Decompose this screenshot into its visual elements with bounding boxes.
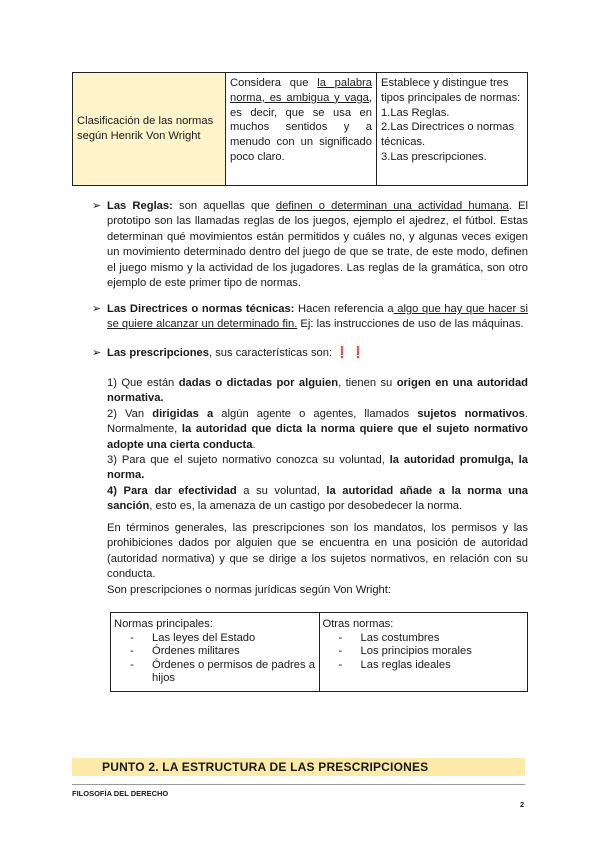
characteristic-3: 3) Para que el sujeto normativo conozca su voluntad, la autoridad promulga, la norma.	[107, 454, 528, 482]
general-paragraph	[107, 521, 528, 598]
arrow-bullet-icon: ➢	[92, 200, 102, 212]
list-item: - Las costumbres	[339, 632, 525, 646]
footer-label: FILOSOFÍA DEL DERECHO	[72, 789, 169, 798]
footer-divider	[72, 784, 525, 785]
other-norms-cell	[319, 613, 528, 692]
section-heading	[72, 758, 525, 776]
norm-types-cell	[377, 73, 528, 186]
list-item: - Órdenes o permisos de padres a hijos	[130, 659, 316, 686]
classification-label: Clasificación de las normas según Henrik Von Wright	[73, 73, 226, 186]
norm-type-item: 1.Las Reglas.	[381, 106, 450, 119]
ambiguity-cell: Considera que la palabra norma, es ambigua y vaga, es decir, que se usa en muchos sentidos y a menudo con un significado poco claro.	[226, 73, 377, 186]
reglas-text: Las Reglas: son aquellas que definen o determinan una actividad humana. El prototipo son las llamadas reglas de los juegos, ejemplo el ajedrez, el fútbol. Estas determinan qué movimientos están permitidos y cuáles no, y algunas veces exigen un movimiento determinado dentro del juego de que se trate, de este modo, definen el juego mismo y la actividad de los jugadores. Las reglas de la gramática, son otro ejemplo de este primer tipo de normas.	[107, 200, 528, 290]
norm-type-item: 3.Las prescripciones.	[381, 150, 487, 163]
von-wright-norms-table	[110, 612, 528, 692]
exclamation-icon: ❗❗	[335, 347, 368, 359]
bullet-directrices	[92, 302, 528, 333]
arrow-bullet-icon: ➢	[92, 347, 102, 359]
prescripciones-text: Las prescripciones, sus características son: ❗❗	[107, 347, 368, 359]
characteristic-4: 4) Para dar efectividad a su voluntad, la autoridad añade a la norma una sanción, esto es, la amenaza de un castigo por desobedecer la norma.	[107, 484, 528, 513]
characteristic-1: 1) Que están dadas o dictadas por alguien, tienen su origen en una autoridad normativa.	[107, 377, 528, 405]
principal-norms-title: Normas principales:	[114, 618, 213, 630]
list-item: - Las leyes del Estado	[130, 632, 316, 646]
norm-type-item: 2.Las Directrices o normas técnicas.	[381, 121, 515, 149]
bullet-prescripciones	[92, 346, 528, 361]
list-item: - Las reglas ideales	[339, 659, 525, 673]
norm-types-intro: Establece y distingue tres tipos principales de normas:	[381, 77, 521, 104]
arrow-bullet-icon: ➢	[92, 303, 102, 315]
general-lead-in: Son prescripciones o normas jurídicas según Von Wright:	[107, 583, 391, 596]
characteristics-list	[107, 376, 528, 515]
page-number: 2	[520, 800, 525, 809]
directrices-text: Las Directrices o normas técnicas: Hacen referencia a algo que hay que hacer si se quiere alcanzar un determinado fin. Ej: las instrucciones de uso de las máquinas.	[107, 303, 528, 331]
principal-norms-cell	[111, 613, 320, 692]
list-item: - Los principios morales	[339, 645, 525, 659]
general-text: En términos generales, las prescripciones son los mandatos, los permisos y las prohibiciones dados por alguien que se encuentra en una posición de autoridad (autoridad normativa) y que se dirige a los sujetos normativos, en relación con su conducta.	[107, 522, 528, 581]
other-norms-title: Otras normas:	[322, 618, 394, 630]
bullet-reglas	[92, 199, 528, 291]
section-heading-text: PUNTO 2. LA ESTRUCTURA DE LAS PRESCRIPCIONES	[102, 760, 429, 774]
list-item: - Órdenes militares	[130, 645, 316, 659]
characteristic-2: 2) Van dirigidas a algún agente o agentes, llamados sujetos normativos. Normalmente, la autoridad que dicta la norma quiere que el sujeto normativo adopte una cierta conducta.	[107, 407, 528, 451]
classification-table	[72, 72, 528, 186]
